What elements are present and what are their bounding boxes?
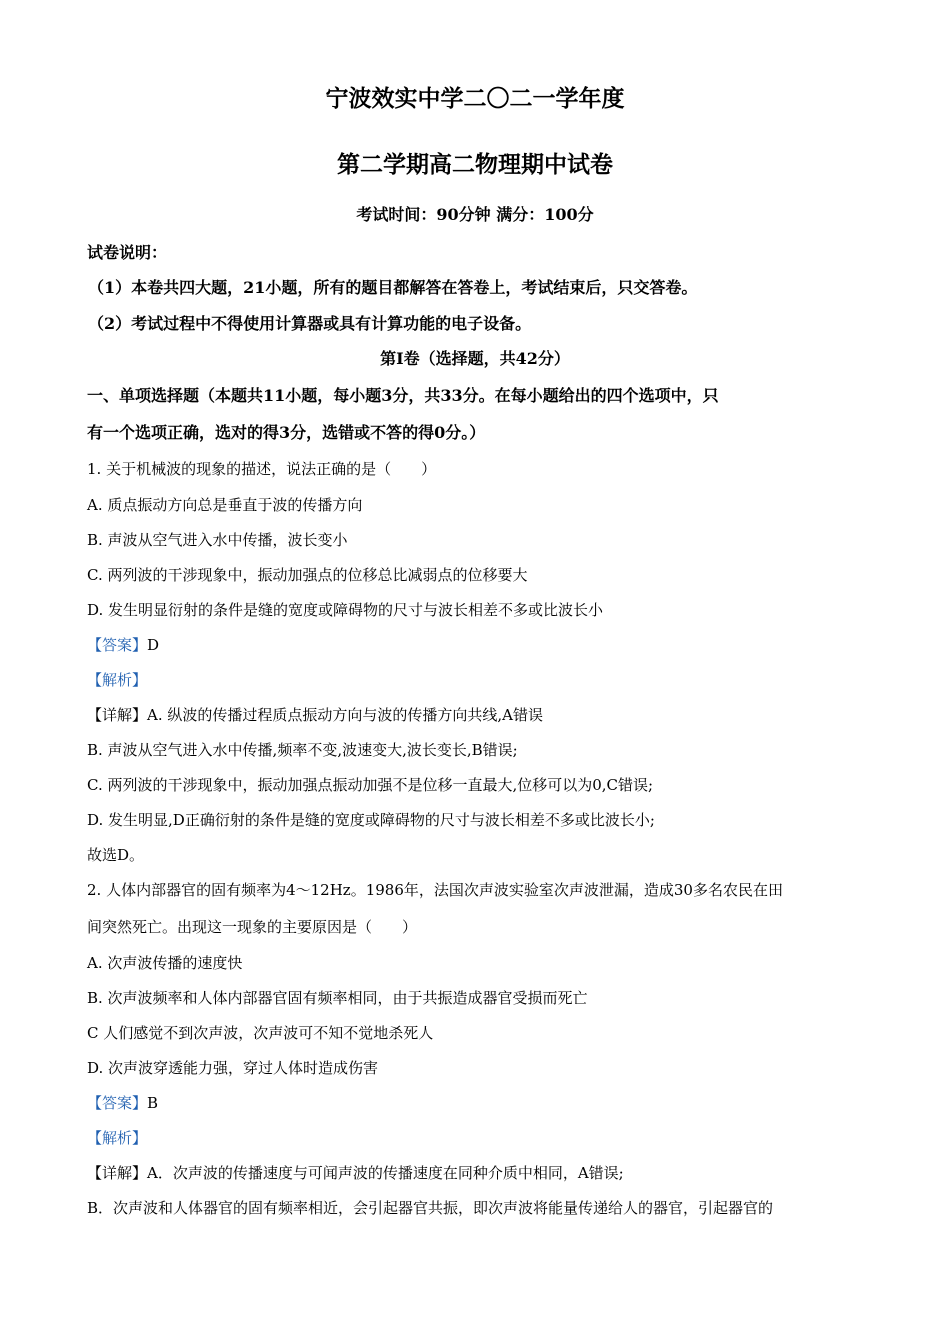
section-heading-line1: 一、单项选择题（本题共11小题，每小题3分，共33分。在每小题给出的四个选项中，只 xyxy=(87,386,719,405)
q1-option-a: A. 质点振动方向总是垂直于波的传播方向 xyxy=(87,496,363,514)
q1-conclusion: 故选D。 xyxy=(87,846,145,864)
q2-answer xyxy=(87,1093,158,1113)
answer-tag: 【答案】 xyxy=(87,1094,148,1112)
q1-stem: 1. 关于机械波的现象的描述，说法正确的是（ ） xyxy=(87,460,437,478)
q2-detail-text: A．次声波的传播速度与可闻声波的传播速度在同种介质中相同，A错误; xyxy=(147,1164,624,1182)
q1-answer xyxy=(87,635,159,655)
q1-option-c: C. 两列波的干涉现象中，振动加强点的位移总比减弱点的位移要大 xyxy=(87,566,528,584)
instruction-item-1: （1）本卷共四大题，21小题，所有的题目都解答在答卷上，考试结束后，只交答卷。 xyxy=(88,278,698,297)
q1-option-b: B. 声波从空气进入水中传播，波长变小 xyxy=(87,531,348,549)
q2-option-c: C 人们感觉不到次声波，次声波可不知不觉地杀死人 xyxy=(87,1024,434,1042)
q2-option-a: A. 次声波传播的速度快 xyxy=(87,954,243,972)
q1-analysis-tag: 【解析】 xyxy=(87,671,148,689)
exam-info: 考试时间：90分钟 满分：100分 xyxy=(356,205,594,224)
section-heading-line2: 有一个选项正确，选对的得3分，选错或不答的得0分。） xyxy=(87,423,486,442)
q1-detail-line-1 xyxy=(87,705,543,725)
q2-option-d: D. 次声波穿透能力强，穿过人体时造成伤害 xyxy=(87,1059,379,1077)
q2-detail-line-2: B．次声波和人体器官的固有频率相近，会引起器官共振，即次声波将能量传递给人的器官，引起器官的 xyxy=(87,1199,774,1217)
q2-answer-value: B xyxy=(147,1094,159,1112)
part-title: 第I卷（选择题，共42分） xyxy=(380,349,570,368)
q1-answer-value: D xyxy=(147,636,160,654)
q2-stem-line1: 2. 人体内部器官的固有频率为4～12Hz。1986年，法国次声波实验室次声波泄漏，造成30多名农民在田 xyxy=(87,881,783,899)
q1-detail-line-3: C. 两列波的干涉现象中，振动加强点振动加强不是位移一直最大,位移可以为0,C错误; xyxy=(87,776,654,794)
answer-tag: 【答案】 xyxy=(87,636,148,654)
detail-tag: 【详解】 xyxy=(87,1164,148,1182)
page-title-line1: 宁波效实中学二〇二一学年度 xyxy=(325,85,625,112)
instruction-item-2: （2）考试过程中不得使用计算器或具有计算功能的电子设备。 xyxy=(88,314,532,333)
q2-analysis-tag: 【解析】 xyxy=(87,1129,148,1147)
q2-detail-line-1 xyxy=(87,1163,624,1183)
q1-option-d: D. 发生明显衍射的条件是缝的宽度或障碍物的尺寸与波长相差不多或比波长小 xyxy=(87,601,604,619)
instructions-heading: 试卷说明： xyxy=(87,243,168,262)
detail-tag: 【详解】 xyxy=(87,706,148,724)
q1-detail-line-2: B. 声波从空气进入水中传播,频率不变,波速变大,波长变长,B错误; xyxy=(87,741,518,759)
page-title-line2: 第二学期高二物理期中试卷 xyxy=(337,151,613,178)
q1-detail-text: A. 纵波的传播过程质点振动方向与波的传播方向共线,A错误 xyxy=(147,706,543,724)
q1-detail-line-4: D. 发生明显,D正确衍射的条件是缝的宽度或障碍物的尺寸与波长相差不多或比波长小; xyxy=(87,811,655,829)
q2-option-b: B. 次声波频率和人体内部器官固有频率相同，由于共振造成器官受损而死亡 xyxy=(87,989,588,1007)
q2-stem-line2: 间突然死亡。出现这一现象的主要原因是（ ） xyxy=(87,918,418,936)
